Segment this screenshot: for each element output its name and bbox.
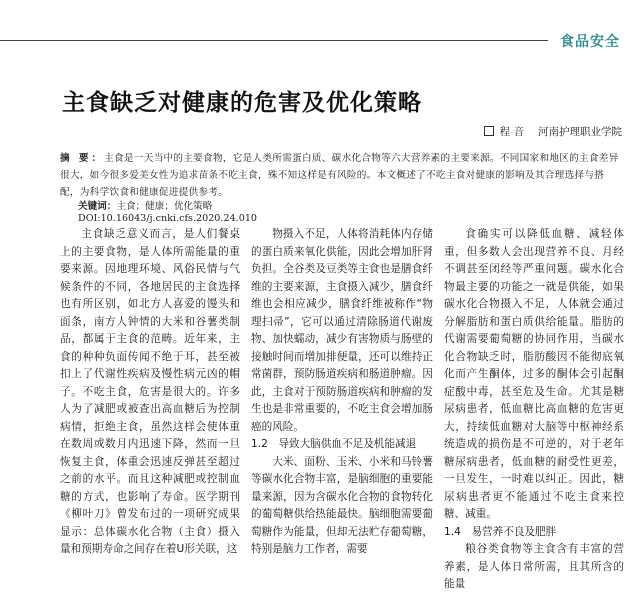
abstract-label: 摘 要： bbox=[60, 153, 105, 164]
body-column-3 bbox=[444, 226, 624, 594]
section-heading: 1.2 导致大脑供血不足及机能减退 bbox=[251, 438, 417, 450]
body-paragraph: 大米、面粉、玉米、小米和马铃薯等碳水化合物丰富，是脑细胞的重要能量来源，因为含碳水化合物的食物转化的葡萄糖供给热能最快。脑细胞需要葡萄糖作为能量，但却无法贮存葡萄糖，特别是脑力工作者，需要 bbox=[251, 455, 433, 555]
abstract bbox=[60, 150, 620, 201]
body-paragraph: 物摄入不足，人体将消耗体内存储的蛋白质来氧化供能，因此会增加肝肾负担。全谷类及豆类等主食也是膳食纤维的主要来源，主食摄入减少，膳食纤维也会相应减少，膳食纤维被称作“物理扫帚”，它可以通过清除肠道代谢废物、加快蠕动，减少有害物质与肠壁的接触时间而增加排便量，还可以维持正常菌群，预防肠道疾病和肠道肿瘤。因此，主食对于预防肠道疾病和肿瘤的发生也是非常重要的，不吃主食会增加肠癌的风险。 bbox=[251, 228, 433, 433]
author-line bbox=[484, 124, 622, 139]
body-paragraph: 主食缺乏意义而言，是人们餐桌上的主要食物，是人体所需能量的重要来源。因地理环境、风俗民情与气候条件的不同，各地居民的主食选择也有所区别，如北方人喜爱的馒头和面条，南方人钟情的大米和谷薯类制品，都属于主食的范畴。近年来，主食的种种负面传闻不绝于耳，甚至被扣上了代谢性疾病及慢性病元凶的帽子。不吃主食，危害是很大的。许多人为了减肥或被查出高血糖后为控制病情，拒绝主食，虽然这样会使体重在数周或数月内迅速下降，然而一旦恢复主食，体重会迅速反弹甚至超过之前的水平。而且这种减肥或控制血糖的方式，也影响了寿命。医学期刊《柳叶刀》曾发布过的一项研究成果显示：总体碳水化合物（主食）摄入量和预期寿命之间存在着U形关联，这 bbox=[60, 228, 240, 555]
article-title: 主食缺乏对健康的危害及优化策略 bbox=[62, 90, 422, 116]
keywords bbox=[78, 198, 212, 212]
body-paragraph: 食确实可以降低血糖、减轻体重，但多数人会出现营养不良、月经不调甚至闭经等严重问题。碳水化合物最主要的功能之一就是供能，如果碳水化合物摄入不足，人体就会通过分解脂肪和蛋白质供给能量。脂肪的代谢需要葡萄糖的协同作用，当碳水化合物缺乏时，脂肪酸因不能彻底氧化而产生酮体，过多的酮体会引起酮症酸中毒，甚至危及生命。尤其是糖尿病患者，低血糖比高血糖的危害更大，持续低血糖对大脑等中枢神经系统造成的损伤是不可逆的，对于老年糖尿病患者，低血糖的耐受性更差，一旦发生，一时难以纠正。因此，糖尿病患者更不能通过不吃主食来控糖、减重。 bbox=[444, 228, 624, 520]
abstract-text: 主食是一天当中的主要食物，它是人类所需蛋白质、碳水化合物等六大营养素的主要来源。不同国家和地区的主食差异很大，如今很多爱美女性为追求苗条不吃主食，殊不知这样是有风险的。本文概述了不吃主食对健康的影响及其合理选择与搭配，为科学饮食和健康促进提供参考。 bbox=[60, 153, 619, 198]
section-tag: 食品安全 bbox=[554, 31, 620, 51]
body-column-1 bbox=[60, 226, 240, 559]
author-affiliation: 河南护理职业学院 bbox=[538, 126, 622, 138]
body-paragraph: 粮谷类食物等主食含有丰富的营养素，是人体日常所需，且其所含的能量 bbox=[444, 543, 624, 590]
header-rule bbox=[0, 40, 548, 41]
author-name: 程 音 bbox=[499, 126, 524, 138]
section-heading: 1.4 易营养不良及肥胖 bbox=[444, 525, 557, 538]
author-box-icon bbox=[484, 126, 494, 136]
body-column-2 bbox=[251, 226, 433, 559]
keywords-label: 关键词： bbox=[78, 201, 117, 212]
doi: DOI:10.16043/j.cnki.cfs.2020.24.010 bbox=[78, 213, 258, 224]
keywords-text: 主食；健康；优化策略 bbox=[116, 201, 213, 212]
